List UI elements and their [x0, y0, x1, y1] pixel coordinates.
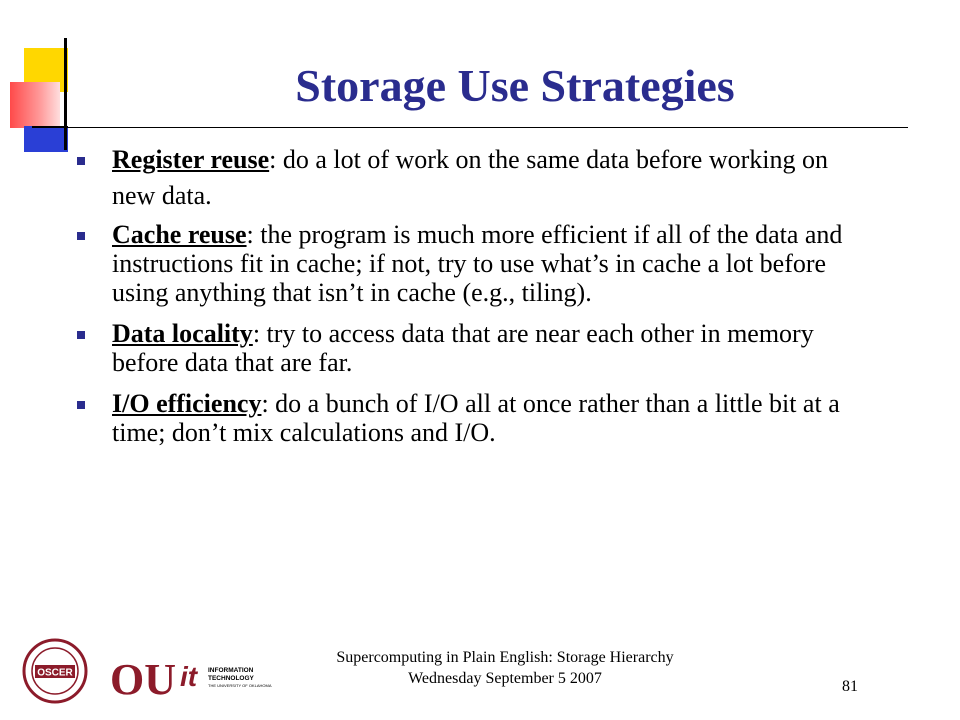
slide-title: Storage Use Strategies	[295, 60, 735, 111]
decor-vertical-line	[64, 38, 67, 150]
page-number: 81	[842, 678, 858, 695]
decor-short-line	[32, 126, 68, 128]
bullet-text: : do a bunch of I/O all at once rather than a little bit at a time; don’t mix calculations and I/O.	[112, 389, 840, 447]
oscer-text: OSCER	[37, 667, 73, 679]
bullet-register-reuse	[72, 142, 872, 214]
bullet-square-icon	[77, 157, 85, 165]
bullet-square-icon	[77, 401, 85, 409]
bullet-text: : do a lot of work on the same data before working on new data.	[112, 145, 829, 210]
bullet-square-icon	[77, 331, 85, 339]
bullet-list	[72, 142, 872, 459]
decor-red-square	[10, 82, 60, 128]
it-line1: INFORMATION	[208, 667, 254, 674]
it-logo	[180, 661, 272, 692]
it-line2: TECHNOLOGY	[208, 675, 254, 682]
footer-logos	[22, 638, 272, 704]
ou-logo	[110, 655, 176, 704]
bullet-data-locality	[72, 319, 872, 377]
slide-footer	[290, 647, 720, 689]
bullet-cache-reuse	[72, 220, 872, 307]
bullet-io-efficiency	[72, 389, 872, 447]
bullet-term: Register reuse	[112, 145, 270, 174]
title-underline-rule	[68, 127, 908, 128]
it-line3: THE UNIVERSITY OF OKLAHOMA	[208, 683, 272, 688]
bullet-term: Cache reuse	[112, 220, 247, 249]
bullet-term: I/O efficiency	[112, 389, 262, 418]
bullet-text: : try to access data that are near each other in memory before data that are far.	[112, 319, 814, 377]
bullet-term: Data locality	[112, 319, 253, 348]
it-logo-text: it	[180, 661, 198, 692]
decor-blue-square	[24, 126, 68, 152]
footer-course-title: Supercomputing in Plain English: Storage Hierarchy	[336, 649, 674, 666]
footer-date: Wednesday September 5 2007	[408, 670, 602, 687]
oscer-seal-logo	[24, 640, 86, 702]
bullet-square-icon	[77, 232, 85, 240]
ou-logo-text: OU	[110, 655, 176, 704]
bullet-text: : the program is much more efficient if all of the data and instructions fit in cache; if not, try to use what’s in cache a lot before using anything that isn’t in cache (e.g., tiling).	[112, 220, 843, 307]
